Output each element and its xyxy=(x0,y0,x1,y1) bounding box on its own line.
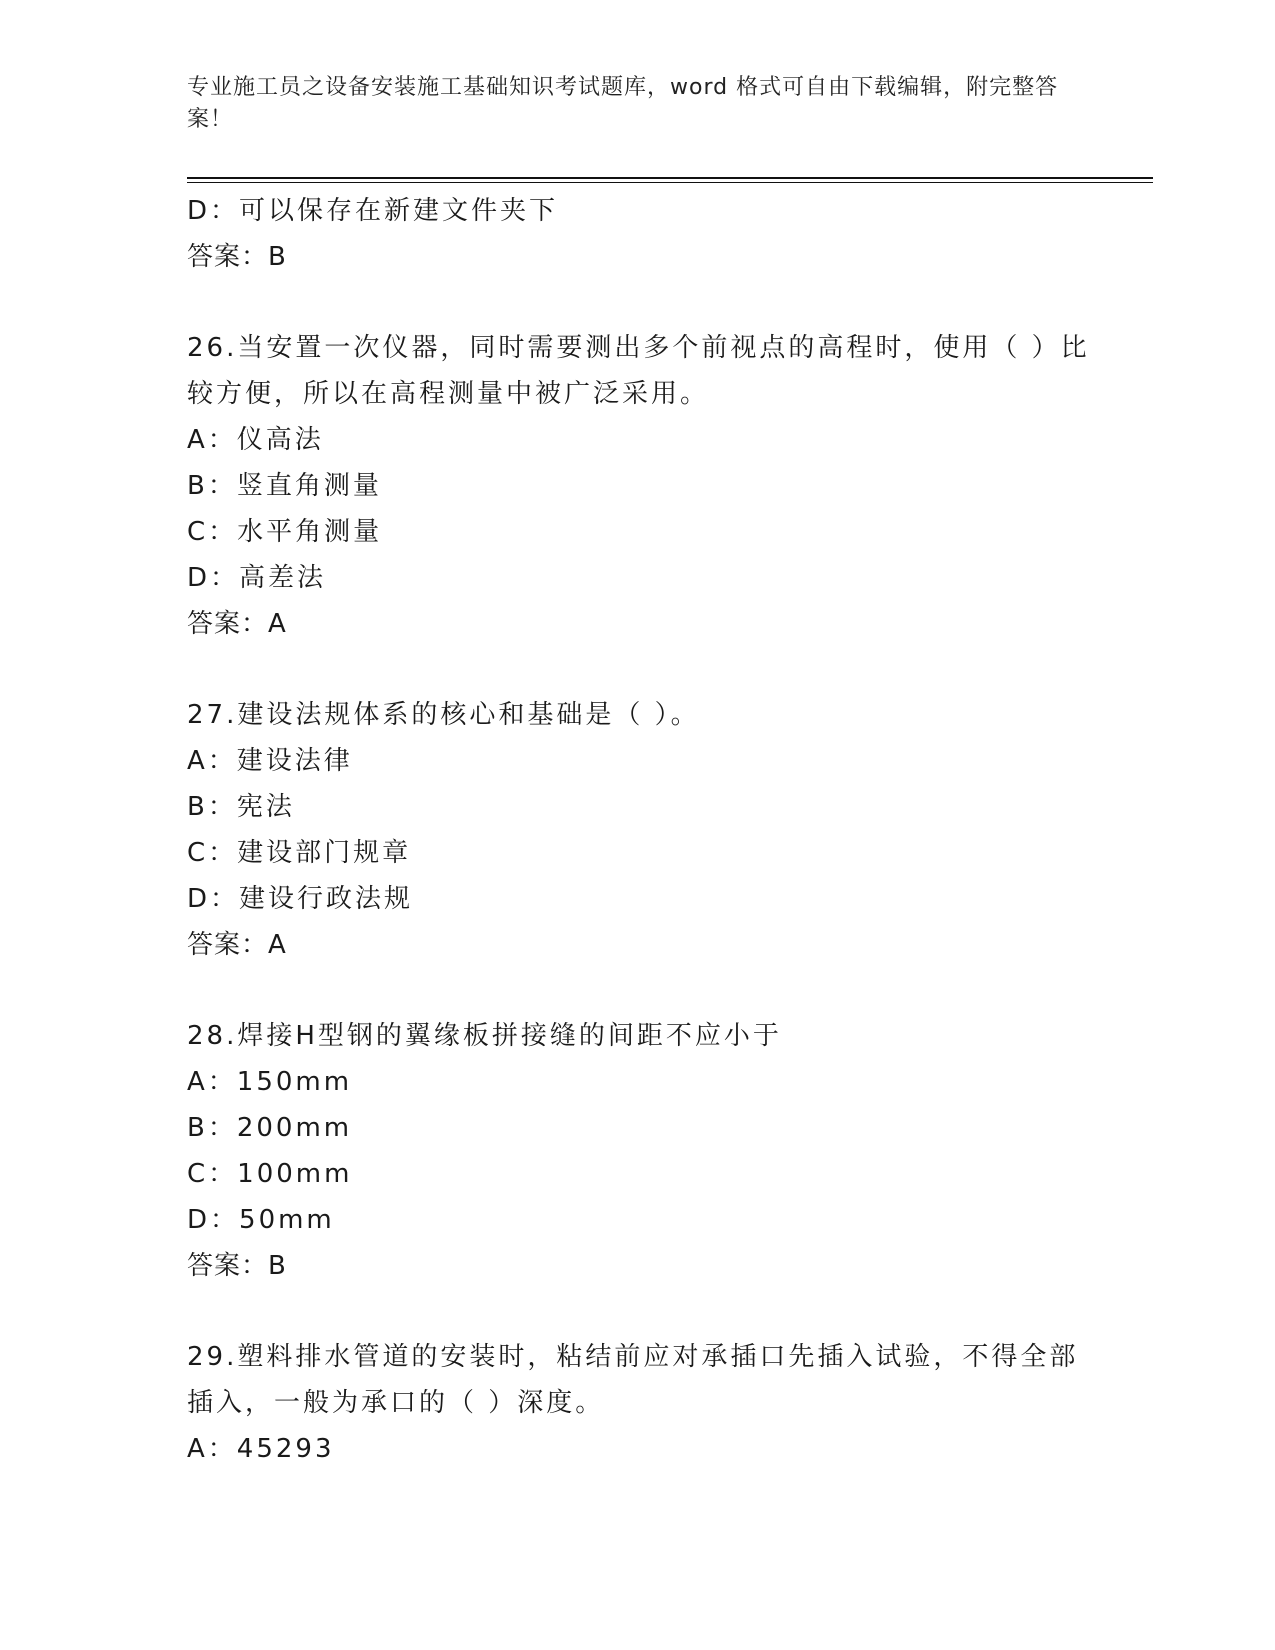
option-d: D：可以保存在新建文件夹下 xyxy=(187,196,559,226)
question-stem: 27.建设法规体系的核心和基础是（ ）。 xyxy=(187,700,700,730)
option-a: A：建设法律 xyxy=(187,746,353,776)
question-29 xyxy=(187,1334,1107,1472)
header-rule-thin xyxy=(187,182,1153,183)
option-d: D：建设行政法规 xyxy=(187,884,414,914)
answer: 答案：B xyxy=(187,1251,287,1281)
option-c: C：100mm xyxy=(187,1159,353,1189)
header-rule-thick xyxy=(187,177,1153,179)
document-body xyxy=(187,188,1107,1472)
option-d: D：高差法 xyxy=(187,563,327,593)
option-a: A：仪高法 xyxy=(187,425,324,455)
question-stem: 26.当安置一次仪器，同时需要测出多个前视点的高程时，使用（ ）比较方便，所以在高程测量中被广泛采用。 xyxy=(187,333,1090,409)
answer: 答案：A xyxy=(187,930,287,960)
option-a: A：45293 xyxy=(187,1434,335,1464)
question-26 xyxy=(187,325,1107,647)
document-header: 专业施工员之设备安装施工基础知识考试题库，word 格式可自由下载编辑，附完整答案！ xyxy=(187,75,1059,132)
option-b: B：200mm xyxy=(187,1113,353,1143)
answer: 答案：A xyxy=(187,609,287,639)
question-stem: 29.塑料排水管道的安装时，粘结前应对承插口先插入试验，不得全部插入，一般为承口的（ ）深度。 xyxy=(187,1342,1079,1418)
answer: 答案：B xyxy=(187,242,287,272)
option-a: A：150mm xyxy=(187,1067,353,1097)
option-b: B：宪法 xyxy=(187,792,295,822)
option-b: B：竖直角测量 xyxy=(187,471,382,501)
question-27 xyxy=(187,692,1107,968)
option-d: D：50mm xyxy=(187,1205,335,1235)
option-c: C：水平角测量 xyxy=(187,517,383,547)
question-28 xyxy=(187,1013,1107,1289)
option-c: C：建设部门规章 xyxy=(187,838,412,868)
question-stem: 28.焊接H型钢的翼缘板拼接缝的间距不应小于 xyxy=(187,1021,782,1051)
